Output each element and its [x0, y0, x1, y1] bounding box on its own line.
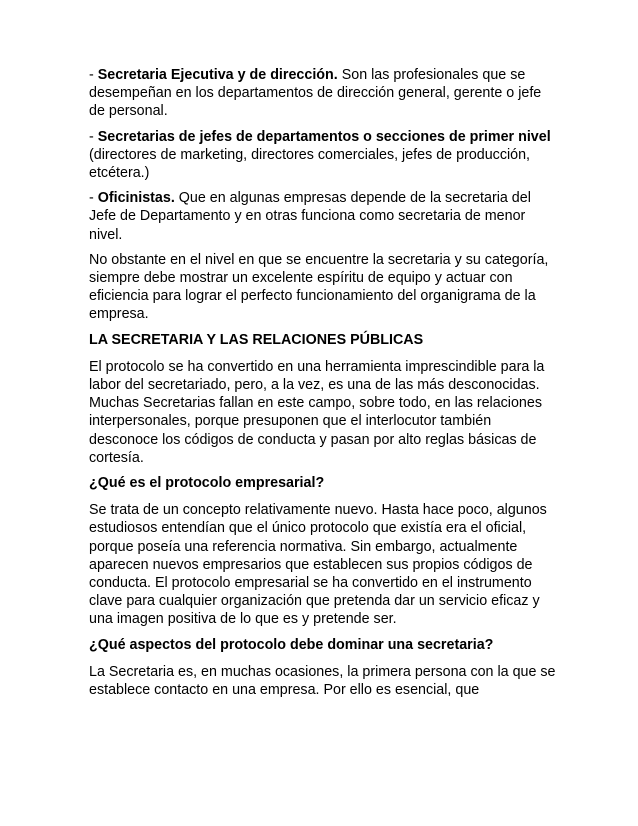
- list-item-text: (directores de marketing, directores comerciales, jefes de producción, etcétera.): [89, 146, 531, 182]
- list-item-prefix: -: [89, 67, 98, 83]
- list-item-prefix: -: [89, 128, 98, 145]
- document-page: [89, 66, 559, 706]
- list-item-oficinistas: [89, 189, 559, 244]
- section-heading-aspectos-protocolo: ¿Qué aspectos del protocolo debe dominar una secretaria?: [89, 636, 494, 653]
- list-item-term: Secretaria Ejecutiva y de dirección.: [97, 67, 338, 83]
- list-item-text: Son las profesionales que se desempeñan en los departamentos de dirección general, gerente o jefe de personal.: [89, 67, 542, 120]
- list-item-secretarias-jefes: [89, 128, 559, 183]
- list-item-term: Secretarias de jefes de departamentos o secciones de primer nivel: [97, 128, 551, 145]
- list-item-text: Que en algunas empresas depende de la secretaria del Jefe de Departamento y en otras funciona como secretaria de menor nivel.: [89, 190, 531, 243]
- paragraph-concepto-nuevo: Se trata de un concepto relativamente nuevo. Hasta hace poco, algunos estudiosos entendían que el único protocolo que existía era el oficial, porque poseía una referencia normativa. Sin embargo, actualmente aparecen nuevos empresarios que establecen sus propios códigos de conducta. El protocolo empresarial se ha convertido en el instrumento clave para cualquier organización que pretenda dar un servicio eficaz y una imagen positiva de lo que es y pretende ser.: [89, 502, 547, 628]
- list-item-prefix: -: [89, 190, 98, 207]
- list-item-secretaria-ejecutiva: [89, 66, 559, 121]
- list-item-term: Oficinistas.: [97, 190, 175, 207]
- paragraph-primera-persona: La Secretaria es, en muchas ocasiones, la primera persona con la que se establece contacto en una empresa. Por ello es esencial, que: [89, 663, 556, 699]
- paragraph-nivel: No obstante en el nivel en que se encuentre la secretaria y su categoría, siempre debe mostrar un excelente espíritu de equipo y actuar con eficiencia para lograr el perfecto funcionamiento del organigrama de la empresa.: [89, 251, 549, 323]
- section-heading-protocolo-empresarial: ¿Qué es el protocolo empresarial?: [89, 475, 325, 492]
- paragraph-protocolo-herramienta: El protocolo se ha convertido en una herramienta imprescindible para la labor del secretariado, pero, a la vez, es una de las más desconocidas. Muchas Secretarias fallan en este campo, sobre todo, en las relaciones interpersonales, porque presuponen que el interlocutor también desconoce los códigos de conducta y pasan por alto reglas básicas de cortesía.: [89, 358, 545, 466]
- section-heading-relaciones-publicas: LA SECRETARIA Y LAS RELACIONES PÚBLICAS: [89, 331, 424, 348]
